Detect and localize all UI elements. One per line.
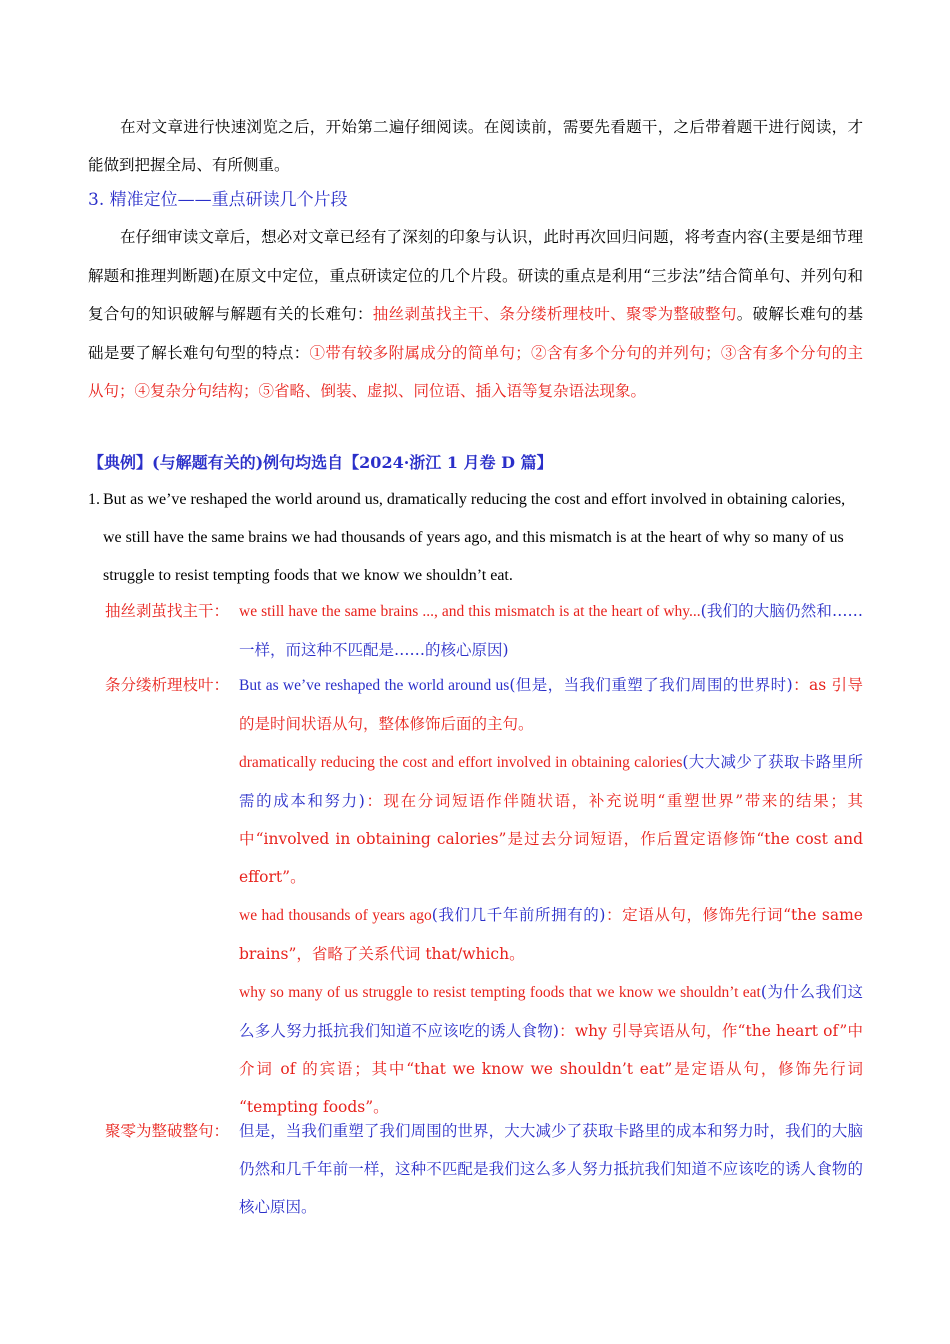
full-translation: 但是，当我们重塑了我们周围的世界，大大减少了获取卡路里的成本和努力时，我们的大脑仍然和几千年前一样，这种不匹配是我们这么多人努力抵抗我们知道不应该吃的诱人食物的核心原因。	[239, 1122, 863, 1216]
example-sentence	[88, 481, 863, 595]
main-clause-en: we still have the same brains ..., and this mismatch is at the heart of why...	[239, 603, 701, 620]
sentence-features: ①带有较多附属成分的简单句；②含有多个分句的并列句；③含有多个分句的主从句；④复杂分句结构；⑤省略、倒装、虚拟、同位语、插入语等复杂语法现象。	[88, 343, 863, 400]
branch-zh: (我们几千年前所拥有的)	[431, 906, 606, 924]
branch-item	[239, 743, 863, 896]
method-text-2: 。破解长难句的基础是要了解长难句句型的特点：	[88, 305, 863, 362]
paragraph-method	[88, 218, 863, 411]
branch-note: ：现在分词短语作伴随状语，补充说明“重塑世界”带来的结果；其中“involved in obtaining calories”是过去分词短语，作后置定语修饰“the cost and effort”。	[239, 792, 863, 886]
branch-zh: (为什么我们这么多人努力抵抗我们知道不应该吃的诱人食物)	[239, 983, 863, 1040]
step-label: 聚零为整破整句：	[105, 1122, 230, 1140]
section-heading: 3. 精准定位——重点研读几个片段	[88, 190, 348, 210]
branch-item	[239, 973, 863, 1126]
branch-zh: (大大减少了获取卡路里所需的成本和努力)	[239, 753, 863, 810]
sentence-text: But as we’ve reshaped the world around us, dramatically reducing the cost and effort involved in obtaining calories, we still have the same brains we had thousands of years ago, and this mismatch is at the heart of why so many of us struggle to resist tempting foods that we know we shouldn’t eat.	[103, 491, 846, 584]
step-label: 条分缕析理枝叶：	[105, 676, 230, 694]
step-full-translation	[88, 1112, 863, 1226]
branch-note: ：定语从句，修饰先行词“the same brains”，省略了关系代词 that/which。	[239, 906, 863, 963]
method-text: 在仔细审读文章后，想必对文章已经有了深刻的印象与认识，此时再次回归问题，将考查内容(主要是细节理解题和推理判断题)在原文中定位，重点研读定位的几个片段。研读的重点是利用“三步法”结合简单句、并列句和复合句的知识破解与解题有关的长难句：	[88, 228, 863, 323]
branch-zh: (但是，当我们重塑了我们周围的世界时)	[509, 676, 793, 694]
three-steps: 抽丝剥茧找主干、条分缕析理枝叶、聚零为整破整句	[372, 305, 737, 323]
paragraph-intro: 在对文章进行快速浏览之后，开始第二遍仔细阅读。在阅读前，需要先看题干，之后带着题干进行阅读，才能做到把握全局、有所侧重。	[88, 118, 863, 174]
branch-note: ：as 引导的是时间状语从句，整体修饰后面的主句。	[239, 676, 863, 733]
main-clause-zh: (我们的大脑仍然和……一样，而这种不匹配是……的核心原因)	[239, 602, 863, 659]
example-heading	[88, 444, 863, 482]
branch-en: why so many of us struggle to resist tempting foods that we know we shouldn’t eat	[239, 984, 761, 1001]
step-branches	[88, 666, 863, 1126]
step-label: 抽丝剥茧找主干：	[105, 602, 230, 620]
branch-item	[239, 896, 863, 973]
step-main-clause	[88, 592, 863, 669]
sentence-number: 1.	[88, 491, 100, 508]
branch-en: we had thousands of years ago	[239, 907, 432, 924]
branch-en: dramatically reducing the cost and effort involved in obtaining calories	[239, 754, 683, 771]
example-tag: 【典例】	[88, 453, 153, 472]
branch-note: ：why 引导宾语从句，作“the heart of”中介词 of 的宾语；其中“that we know we shouldn’t eat”是定语从句，修饰先行词 “tempting foods”。	[239, 1022, 863, 1116]
example-source: 【2024·浙江 1 月卷 D 篇】	[343, 453, 553, 472]
branch-en: But as we’ve reshaped the world around us	[239, 677, 510, 694]
example-desc: (与解题有关的)例句均选自	[152, 453, 344, 472]
branch-item	[239, 666, 863, 743]
